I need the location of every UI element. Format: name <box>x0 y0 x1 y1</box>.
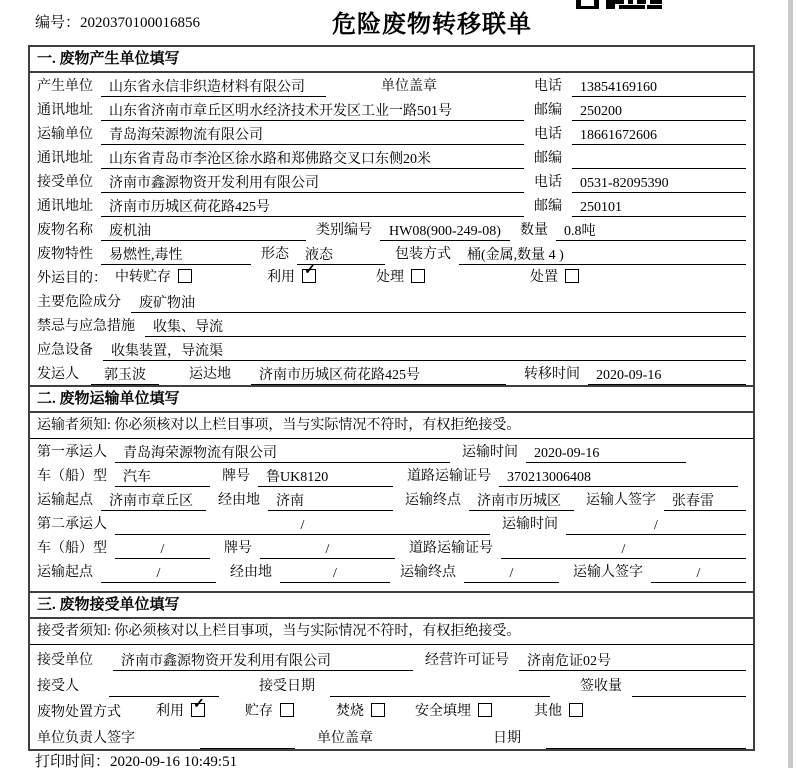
disposal-option-landfill <box>415 700 492 723</box>
section-producer-header: 一. 废物产生单位填写 <box>30 47 753 73</box>
waste-trait-label: 废物特性 <box>37 247 93 262</box>
received-qty-label: 签收量 <box>580 679 622 694</box>
receiver-zip-label: 邮编 <box>534 199 562 214</box>
checkbox-disposal-incinerate <box>371 703 385 717</box>
via2-value: / <box>280 564 390 583</box>
waste-form-label: 形态 <box>261 247 289 262</box>
transport-time2-value: / <box>566 516 746 535</box>
purpose-option-treat <box>376 266 425 289</box>
checkbox-disposal-landfill <box>478 703 492 717</box>
transporter-zip-label: 邮编 <box>534 151 562 166</box>
disposal-option-recycle <box>156 697 205 723</box>
transport-time1-value: 2020-09-16 <box>526 444 686 463</box>
page-title: 危险废物转移联单 <box>332 12 532 38</box>
disposal-option-storage <box>245 700 294 723</box>
end1-label: 运输终点 <box>405 493 461 508</box>
transporter-phone-group <box>534 123 746 145</box>
permit1-label: 道路运输证号 <box>407 469 491 484</box>
producer-address-label: 通讯地址 <box>37 103 93 118</box>
category-code-value: HW08(900-249-08) <box>380 222 510 241</box>
section-producer <box>30 47 753 385</box>
destination-label: 运达地 <box>189 367 231 382</box>
checkbox-disposal-other <box>569 703 583 717</box>
document-number-label: 编号： <box>35 15 81 31</box>
transfer-date-value: 2020-09-16 <box>588 366 746 385</box>
origin1-label: 运输起点 <box>37 493 93 508</box>
license-label: 经营许可证号 <box>425 653 509 668</box>
emergency-measures-label: 禁忌与应急措施 <box>37 319 135 334</box>
form-row-waste-name <box>30 217 753 241</box>
producer-address-value: 山东省济南市章丘区明水经济技术开发区工业一路501号 <box>101 102 524 121</box>
waste-form-value: 液态 <box>297 246 385 265</box>
quantity-label: 数量 <box>520 223 548 238</box>
transporter-unit-label: 运输单位 <box>37 127 93 142</box>
emergency-measures-value: 收集、导流 <box>145 318 746 337</box>
transporter-phone-value: 18661672606 <box>572 126 746 145</box>
manifest-form <box>28 45 755 751</box>
category-code-label: 类别编号 <box>316 223 372 238</box>
producer-phone-group <box>534 75 746 97</box>
via1-value: 济南 <box>268 492 393 511</box>
form-row-carrier2 <box>30 511 753 535</box>
producer-zip-group <box>534 99 746 121</box>
consignor-value: 郭玉波 <box>91 366 159 385</box>
transport-time1-label: 运输时间 <box>462 445 518 460</box>
transporter-phone-label: 电话 <box>534 127 562 142</box>
via1-label: 经由地 <box>218 493 260 508</box>
purpose-option-transfer-storage <box>115 266 192 289</box>
unit-seal-label: 单位盖章 <box>381 79 437 94</box>
carrier1-value: 青岛海荣源物流有限公司 <box>115 444 450 463</box>
end1-value: 济南市历城区 <box>469 492 574 511</box>
received-qty-value <box>632 678 746 697</box>
waste-name-value: 废机油 <box>101 222 306 241</box>
receiver-unit-value: 济南市鑫源物资开发利用有限公司 <box>101 174 524 193</box>
sign2-value: / <box>651 564 746 583</box>
section-receiver-header: 三. 废物接受单位填写 <box>30 593 753 619</box>
transporter-address-label: 通讯地址 <box>37 151 93 166</box>
transporter-zip-group <box>534 147 746 169</box>
producer-unit-label: 产生单位 <box>37 79 93 94</box>
form-row-emergency-equipment <box>30 337 753 361</box>
producer-zip-label: 邮编 <box>534 103 562 118</box>
form-row-producer <box>30 73 753 97</box>
form-row-producer-address <box>30 97 753 121</box>
emergency-equipment-value: 收集装置，导流渠 <box>103 342 746 361</box>
form-row-transporter <box>30 121 753 145</box>
main-hazard-label: 主要危险成分 <box>37 295 121 310</box>
origin1-value: 济南市章丘区 <box>101 492 206 511</box>
checkbox-recycle: ✓ <box>302 269 316 283</box>
producer-phone-value: 13854169160 <box>572 78 746 97</box>
disposal-option-incinerate-label: 焚烧 <box>336 704 364 719</box>
receive-unit-value: 济南市鑫源物资开发利用有限公司 <box>113 652 413 671</box>
checkbox-dispose <box>565 269 579 283</box>
receiver-zip-value: 250101 <box>572 198 746 217</box>
vehicle1-label: 车（船）型 <box>37 469 107 484</box>
document-number-value: 2020370100016856 <box>80 15 201 31</box>
form-row-main-hazard <box>30 289 753 313</box>
receiver-phone-value: 0531-82095390 <box>572 174 746 193</box>
sign1-value: 张春雷 <box>664 492 746 511</box>
purpose-option-transfer-storage-label: 中转贮存 <box>115 270 171 285</box>
packing-label: 包装方式 <box>395 247 451 262</box>
section-transporter <box>30 385 753 591</box>
disposal-option-incinerate <box>336 700 385 723</box>
print-time-value: 2020-09-16 10:49:51 <box>110 754 238 770</box>
purpose-option-treat-label: 处理 <box>376 270 404 285</box>
form-row-receive-unit <box>30 645 753 671</box>
purpose-option-recycle <box>267 263 316 289</box>
checkbox-treat <box>411 269 425 283</box>
checkbox-disposal-storage <box>280 703 294 717</box>
end2-value: / <box>464 564 559 583</box>
form-row-transporter-address <box>30 145 753 169</box>
accept-date-value <box>330 678 550 697</box>
transporter-zip-value <box>572 150 746 169</box>
consignor-label: 发运人 <box>37 367 79 382</box>
checkbox-disposal-recycle: ✓ <box>191 703 205 717</box>
waste-name-label: 废物名称 <box>37 223 93 238</box>
producer-phone-label: 电话 <box>534 79 562 94</box>
form-row-vehicle1 <box>30 463 753 487</box>
transport-time2-label: 运输时间 <box>502 517 558 532</box>
purpose-option-recycle-label: 利用 <box>267 270 295 285</box>
checkbox-transfer-storage <box>178 269 192 283</box>
form-row-purpose <box>30 265 753 289</box>
section-receiver <box>30 591 753 749</box>
packing-value: 桶(金属,数量 4 ) <box>459 246 746 265</box>
receiver-zip-group <box>534 195 746 217</box>
purpose-option-dispose <box>530 266 579 289</box>
unit-seal2-label: 单位盖章 <box>317 731 373 746</box>
form-row-route2 <box>30 559 753 583</box>
producer-unit-value: 山东省永信非织造材料有限公司 <box>101 78 326 97</box>
disposal-label: 废物处置方式 <box>37 705 121 720</box>
form-row-responsible-sign <box>30 723 753 749</box>
acceptor-value <box>109 678 219 697</box>
quantity-value: 0.8吨 <box>556 222 746 241</box>
date-value <box>546 730 746 749</box>
disposal-option-landfill-label: 安全填埋 <box>415 704 471 719</box>
purpose-label: 外运目的： <box>37 271 107 286</box>
plate1-label: 牌号 <box>222 469 250 484</box>
permit2-value: / <box>501 540 746 559</box>
permit2-label: 道路运输证号 <box>409 541 493 556</box>
waste-trait-value: 易燃性,毒性 <box>101 246 251 265</box>
carrier2-value: / <box>115 516 490 535</box>
section-transporter-header: 二. 废物运输单位填写 <box>30 387 753 413</box>
form-row-receiver <box>30 169 753 193</box>
form-row-waste-trait <box>30 241 753 265</box>
receiver-notice: 接受者须知: 你必须核对以上栏目事项，当与实际情况不符时，有权拒绝接受。 <box>30 619 753 645</box>
form-row-consignor <box>30 361 753 385</box>
carrier1-label: 第一承运人 <box>37 445 107 460</box>
form-row-emergency-measures <box>30 313 753 337</box>
receiver-unit-label: 接受单位 <box>37 175 93 190</box>
responsible-sign-label: 单位负责人签字 <box>37 731 135 746</box>
main-hazard-value: 废矿物油 <box>131 294 746 313</box>
disposal-option-storage-label: 贮存 <box>245 704 273 719</box>
plate2-label: 牌号 <box>224 541 252 556</box>
transfer-date-label: 转移时间 <box>524 367 580 382</box>
destination-value: 济南市历城区荷花路425号 <box>251 366 506 385</box>
sign2-label: 运输人签字 <box>573 565 643 580</box>
vehicle2-label: 车（船）型 <box>37 541 107 556</box>
transporter-address-value: 山东省青岛市李沧区徐水路和郑佛路交叉口东侧20米 <box>101 150 524 169</box>
end2-label: 运输终点 <box>400 565 456 580</box>
form-row-disposal <box>30 697 753 723</box>
document-number <box>35 11 200 32</box>
origin2-label: 运输起点 <box>37 565 93 580</box>
disposal-option-recycle-label: 利用 <box>156 704 184 719</box>
plate1-value: 鲁UK8120 <box>258 468 393 487</box>
receiver-address-label: 通讯地址 <box>37 199 93 214</box>
qr-code-fragment-icon <box>576 0 662 9</box>
scrollbar[interactable] <box>788 0 793 768</box>
receiver-address-value: 济南市历城区荷花路425号 <box>101 198 524 217</box>
form-row-acceptor <box>30 671 753 697</box>
permit1-value: 370213006408 <box>499 468 738 487</box>
via2-label: 经由地 <box>230 565 272 580</box>
disposal-option-other-label: 其他 <box>534 704 562 719</box>
responsible-sign-value <box>200 730 295 749</box>
disposal-option-other <box>534 700 583 723</box>
carrier2-label: 第二承运人 <box>37 517 107 532</box>
producer-zip-value: 250200 <box>572 102 746 121</box>
transporter-notice: 运输者须知: 你必须核对以上栏目事项，当与实际情况不符时，有权拒绝接受。 <box>30 413 753 439</box>
section-transporter-spacer <box>30 583 753 591</box>
receiver-phone-group <box>534 171 746 193</box>
vehicle1-value: 汽车 <box>115 468 210 487</box>
print-time-label: 打印时间： <box>35 754 111 770</box>
plate2-value: / <box>260 540 395 559</box>
license-value: 济南危证02号 <box>519 652 746 671</box>
emergency-equipment-label: 应急设备 <box>37 343 93 358</box>
origin2-value: / <box>101 564 216 583</box>
sign1-label: 运输人签字 <box>586 493 656 508</box>
acceptor-label: 接受人 <box>37 679 79 694</box>
receive-unit-label: 接受单位 <box>37 653 93 668</box>
form-row-vehicle2 <box>30 535 753 559</box>
receiver-phone-label: 电话 <box>534 175 562 190</box>
accept-date-label: 接受日期 <box>259 679 315 694</box>
form-row-route1 <box>30 487 753 511</box>
form-row-carrier1 <box>30 439 753 463</box>
date-label: 日期 <box>493 731 521 746</box>
form-row-receiver-address <box>30 193 753 217</box>
transporter-unit-value: 青岛海荣源物流有限公司 <box>101 126 524 145</box>
purpose-option-dispose-label: 处置 <box>530 270 558 285</box>
vehicle2-value: / <box>115 540 210 559</box>
